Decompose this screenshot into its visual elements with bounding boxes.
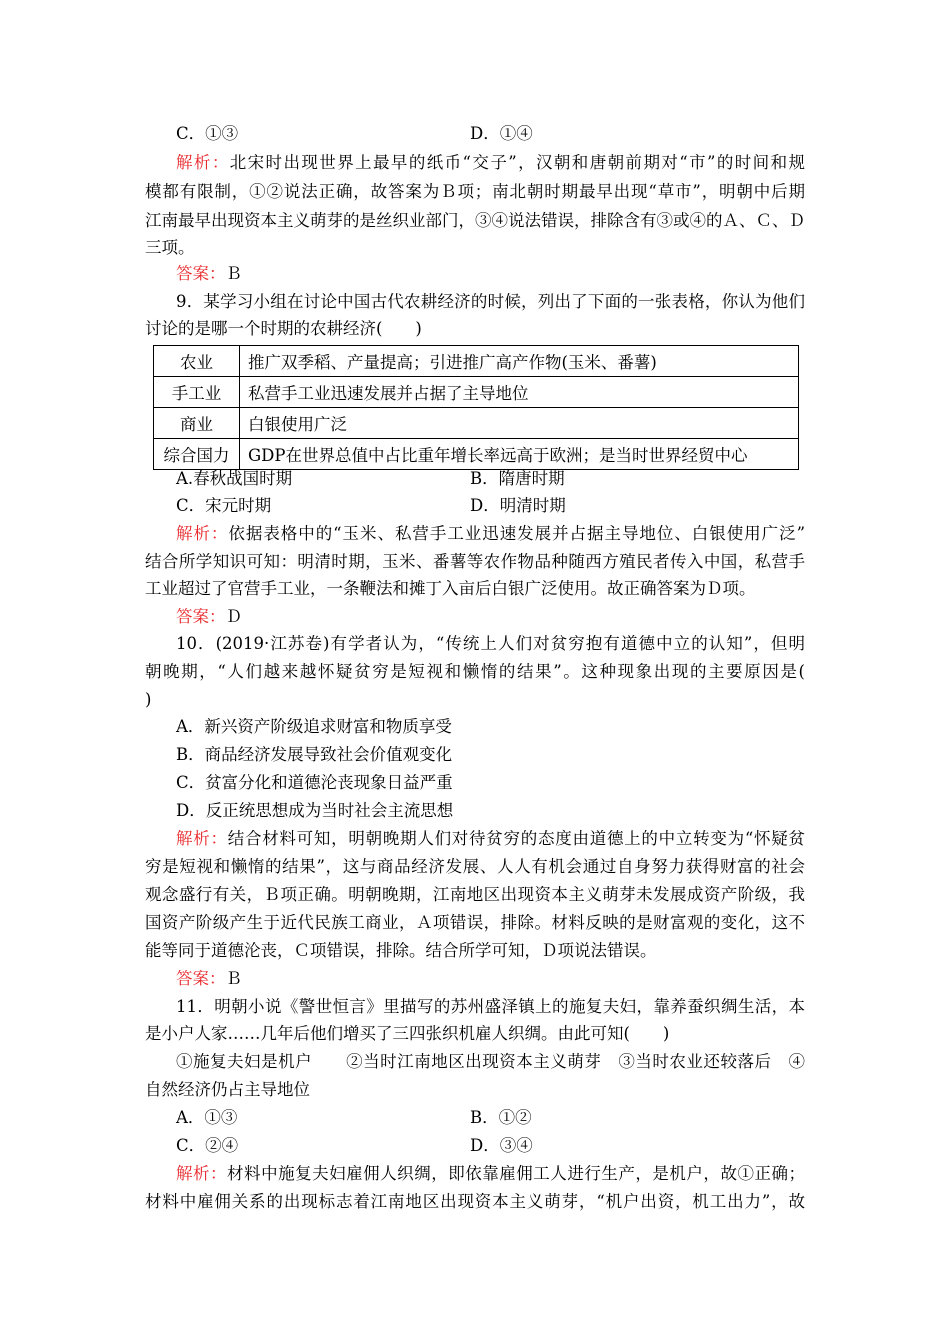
table-row bbox=[154, 346, 799, 377]
q8-option-c: C．①③ bbox=[176, 124, 239, 143]
q11-option-d: D．③④ bbox=[470, 1136, 533, 1155]
analysis-label: 解析： bbox=[176, 524, 229, 543]
q9-analysis-line: 工业超过了官营手工业，一条鞭法和摊丁入亩后白银广泛使用。故正确答案为Ｄ项。 bbox=[145, 579, 756, 598]
q11-analysis-line: 材料中雇佣关系的出现标志着江南地区出现资本主义萌芽，“机户出资，机工出力”，故 bbox=[145, 1192, 805, 1211]
q11-stem-line: 11．明朝小说《警世恒言》里描写的苏州盛泽镇上的施复夫妇，靠养蚕织绸生活，本 bbox=[176, 997, 805, 1016]
q11-statements-line: 自然经济仍占主导地位 bbox=[145, 1080, 310, 1099]
q9-option-b: B．隋唐时期 bbox=[470, 469, 565, 488]
q9-stem-line: 9．某学习小组在讨论中国古代农耕经济的时候，列出了下面的一张表格，你认为他们 bbox=[176, 292, 805, 311]
q10-option: C．贫富分化和道德沦丧现象日益严重 bbox=[176, 773, 453, 792]
q9-analysis-line: 解析：依据表格中的“玉米、私营手工业迅速发展并占据主导地位、白银使用广泛” bbox=[176, 524, 806, 543]
q10-analysis-line: 观念盛行有关，Ｂ项正确。明朝晚期，江南地区出现资本主义萌芽未发展成资产阶级，我 bbox=[145, 885, 805, 904]
q8-option-d: D．①④ bbox=[470, 124, 533, 143]
q11-option-c: C．②④ bbox=[176, 1136, 239, 1155]
table-value-cell: 白银使用广泛 bbox=[240, 408, 799, 439]
q9-table bbox=[153, 345, 799, 470]
table-row bbox=[154, 439, 799, 470]
q10-option: B．商品经济发展导致社会价值观变化 bbox=[176, 745, 453, 764]
q9-option-d: D．明清时期 bbox=[470, 496, 566, 515]
q10-analysis-line: 国资产阶级产生于近代民族工商业，Ａ项错误，排除。材料反映的是财富观的变化，这不 bbox=[145, 913, 805, 932]
q10-stem-line: ) bbox=[145, 690, 152, 709]
answer-label: 答案： bbox=[176, 969, 226, 988]
q8-analysis-line: 解析：北宋时出现世界上最早的纸币“交子”，汉朝和唐朝前期对“市”的时间和规 bbox=[176, 153, 805, 172]
q9-option-a: A.春秋战国时期 bbox=[176, 469, 293, 488]
q10-analysis-line: 解析：结合材料可知，明朝晚期人们对待贫穷的态度由道德上的中立转变为“怀疑贫 bbox=[176, 829, 806, 848]
q10-analysis-line: 能等同于道德沦丧，Ｃ项错误，排除。结合所学可知，Ｄ项说法错误。 bbox=[145, 941, 657, 960]
q9-stem-line: 讨论的是哪一个时期的农耕经济( ) bbox=[145, 319, 422, 338]
analysis-label: 解析： bbox=[176, 829, 228, 848]
q10-stem-line: 10．(2019·江苏卷)有学者认为，“传统上人们对贫穷抱有道德中立的认知”，但明 bbox=[176, 634, 805, 653]
q9-answer: 答案：Ｄ bbox=[176, 607, 242, 626]
analysis-label: 解析： bbox=[176, 153, 230, 172]
q8-analysis-line: 模都有限制，①②说法正确，故答案为Ｂ项；南北朝时期最早出现“草市”，明朝中后期 bbox=[145, 182, 805, 201]
q11-statements-line: ①施复夫妇是机户 ②当时江南地区出现资本主义萌芽 ③当时农业还较落后 ④ bbox=[176, 1052, 805, 1071]
table-value-cell: GDP在世界总值中占比重年增长率远高于欧洲；是当时世界经贸中心 bbox=[240, 439, 799, 470]
q8-answer: 答案：Ｂ bbox=[176, 264, 242, 283]
table-value-cell: 私营手工业迅速发展并占据了主导地位 bbox=[240, 377, 799, 408]
table-row bbox=[154, 377, 799, 408]
q10-analysis-line: 穷是短视和懒惰的结果”，这与商品经济发展、人人有机会通过自身努力获得财富的社会 bbox=[145, 857, 805, 876]
q10-stem-line: 朝晚期，“人们越来越怀疑贫穷是短视和懒惰的结果”。这种现象出现的主要原因是( bbox=[145, 662, 805, 681]
answer-label: 答案： bbox=[176, 264, 226, 283]
q9-option-c: C．宋元时期 bbox=[176, 496, 272, 515]
table-key-cell: 农业 bbox=[154, 346, 240, 377]
answer-label: 答案： bbox=[176, 607, 226, 626]
table-key-cell: 手工业 bbox=[154, 377, 240, 408]
table-key-cell: 商业 bbox=[154, 408, 240, 439]
analysis-label: 解析： bbox=[176, 1164, 228, 1183]
table-row bbox=[154, 408, 799, 439]
q10-option: D．反正统思想成为当时社会主流思想 bbox=[176, 801, 454, 820]
q11-stem-line: 是小户人家……几年后他们增买了三四张织机雇人织绸。由此可知( ) bbox=[145, 1024, 670, 1043]
q11-option-b: B．①② bbox=[470, 1108, 532, 1127]
q8-analysis-line: 江南最早出现资本主义萌芽的是丝织业部门，③④说法错误，排除含有③或④的Ａ、Ｃ、Ｄ bbox=[145, 211, 805, 230]
q11-analysis-line: 解析：材料中施复夫妇雇佣人织绸，即依靠雇佣工人进行生产，是机户，故①正确； bbox=[176, 1164, 806, 1183]
q8-analysis-line: 三项。 bbox=[145, 238, 195, 257]
q10-option: A．新兴资产阶级追求财富和物质享受 bbox=[176, 717, 452, 736]
table-key-cell: 综合国力 bbox=[154, 439, 240, 470]
q9-analysis-line: 结合所学知识可知：明清时期，玉米、番薯等农作物品种随西方殖民者传入中国，私营手 bbox=[145, 552, 805, 571]
table-value-cell: 推广双季稻、产量提高；引进推广高产作物(玉米、番薯) bbox=[240, 346, 799, 377]
q11-option-a: A．①③ bbox=[176, 1108, 238, 1127]
q10-answer: 答案：Ｂ bbox=[176, 969, 242, 988]
